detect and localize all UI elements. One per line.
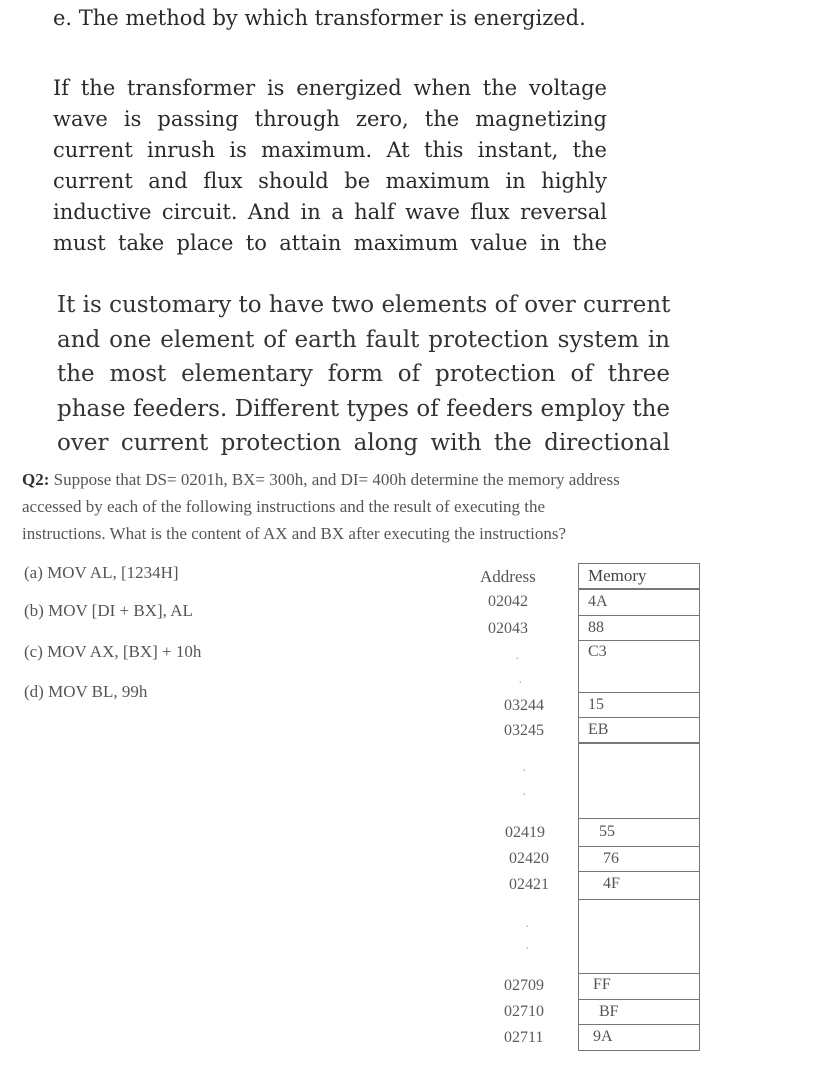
text-line: It is customary to have two elements of over current bbox=[57, 292, 671, 318]
memory-cell: 4A bbox=[578, 590, 700, 616]
memory-cell: 9A bbox=[578, 1025, 700, 1051]
memory-cell: 76 bbox=[578, 846, 700, 872]
text-line: e. The method by which transformer is energized. bbox=[53, 6, 586, 30]
question-text: accessed by each of the following instructions and the result of executing the bbox=[22, 497, 546, 516]
ellipsis-dot: · bbox=[525, 942, 530, 957]
address-value: 03244 bbox=[504, 697, 544, 714]
text-line: current inrush is maximum. At this instant, the bbox=[53, 138, 607, 162]
paragraph-protection bbox=[57, 288, 670, 461]
address-value: 02419 bbox=[505, 824, 545, 841]
memory-cell: BF bbox=[578, 999, 700, 1025]
text-line: over current protection along with the directional bbox=[57, 430, 670, 456]
memory-cell: 4F bbox=[578, 872, 700, 898]
memory-block-gap-2 bbox=[578, 899, 700, 974]
address-value: 02043 bbox=[488, 620, 528, 637]
paragraph-transformer-energized bbox=[53, 73, 607, 259]
text-line: must take place to attain maximum value in the bbox=[53, 231, 607, 255]
address-value: 02710 bbox=[504, 1003, 544, 1020]
address-value: 02709 bbox=[504, 977, 544, 994]
memory-cell: FF bbox=[578, 973, 700, 999]
question-label: Q2: bbox=[22, 470, 50, 489]
ellipsis-dot: · bbox=[515, 652, 520, 667]
text-line: the most elementary form of protection of three bbox=[57, 361, 670, 387]
address-value: 02420 bbox=[509, 850, 549, 867]
question-text: instructions. What is the content of AX and BX after executing the instructions? bbox=[22, 524, 567, 543]
memory-cell: 15 bbox=[578, 692, 700, 718]
ellipsis-dot: · bbox=[525, 920, 530, 935]
text-line: and one element of earth fault protection system in bbox=[57, 326, 670, 353]
memory-cell: EB bbox=[578, 717, 700, 743]
ellipsis-dot: · bbox=[518, 676, 523, 691]
memory-header: Memory bbox=[578, 563, 700, 589]
text-line: phase feeders. Different types of feeders employ the bbox=[57, 395, 670, 422]
address-value: 02421 bbox=[509, 876, 549, 893]
text-line: current and flux should be maximum in highly bbox=[53, 169, 607, 193]
memory-cell: 55 bbox=[578, 820, 700, 846]
address-value: 03245 bbox=[504, 722, 544, 739]
instruction-a: (a) MOV AL, [1234H] bbox=[24, 563, 179, 582]
ellipsis-dot: · bbox=[522, 764, 527, 779]
text-line: wave is passing through zero, the magnetizing bbox=[53, 107, 607, 131]
instruction-c: (c) MOV AX, [BX] + 10h bbox=[24, 642, 202, 661]
text-line: inductive circuit. And in a half wave flux reversal bbox=[53, 200, 607, 224]
memory-cell: 88 bbox=[578, 615, 700, 641]
instruction-b: (b) MOV [DI + BX], AL bbox=[24, 601, 193, 620]
question-q2 bbox=[22, 466, 797, 547]
address-header: Address bbox=[480, 567, 536, 586]
memory-block-gap-1 bbox=[578, 743, 700, 819]
memory-cell: C3 bbox=[578, 640, 700, 666]
paragraph-transformer-heading bbox=[53, 3, 586, 34]
question-text: Suppose that DS= 0201h, BX= 300h, and DI= 400h determine the memory address bbox=[53, 470, 620, 489]
address-value: 02711 bbox=[504, 1029, 544, 1046]
address-value: 02042 bbox=[488, 593, 528, 610]
instruction-d: (d) MOV BL, 99h bbox=[24, 682, 148, 701]
text-line: If the transformer is energized when the voltage bbox=[53, 76, 607, 100]
ellipsis-dot: · bbox=[522, 788, 527, 803]
